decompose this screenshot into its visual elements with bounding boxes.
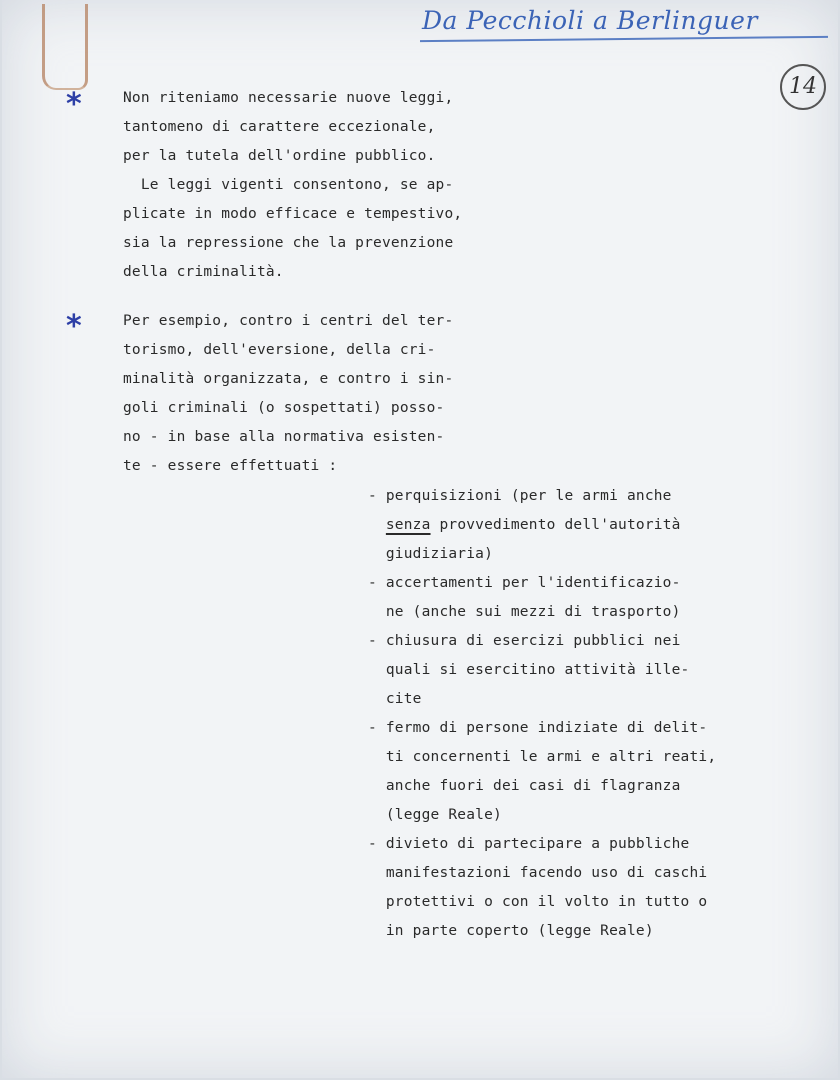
text-line: Per esempio, contro i centri del ter-: [123, 313, 454, 329]
text-line: Non riteniamo necessarie nuove leggi,: [123, 90, 454, 106]
text-line: della criminalità.: [123, 264, 284, 280]
paragraph-ordine-pubblico: [123, 84, 462, 287]
text-line: per la tutela dell'ordine pubblico.: [123, 148, 436, 164]
list-item-line: ne (anche sui mezzi di trasporto): [368, 604, 681, 620]
list-item-line: - perquisizioni (per le armi anche: [368, 488, 672, 504]
text-fragment: provvedimento dell'autorità: [430, 517, 681, 533]
handwritten-title: Da Pecchioli a Berlinguer: [422, 6, 758, 35]
list-item-line: quali si esercitino attività ille-: [368, 662, 690, 678]
list-item-line: (legge Reale): [368, 807, 502, 823]
list-item-line: - fermo di persone indiziate di delit-: [368, 720, 708, 736]
list-item-line: in parte coperto (legge Reale): [368, 923, 654, 939]
list-item-line: manifestazioni facendo uso di caschi: [368, 865, 708, 881]
underlined-word: senza: [385, 517, 431, 533]
text-line: te - essere effettuati :: [123, 458, 338, 474]
text-line: no - in base alla normativa esisten-: [123, 429, 445, 445]
text-line: torismo, dell'eversione, della cri-: [123, 342, 436, 358]
list-item-line: protettivi o con il volto in tutto o: [368, 894, 708, 910]
handwritten-underline: [420, 36, 828, 42]
text-line: tantomeno di carattere eccezionale,: [123, 119, 436, 135]
text-line: goli criminali (o sospettati) posso-: [123, 400, 445, 416]
text-line: Le leggi vigenti consentono, se ap-: [123, 177, 454, 193]
asterisk-mark-2: *: [66, 309, 82, 344]
measures-list: [368, 482, 716, 946]
list-item-line: - accertamenti per l'identificazio-: [368, 575, 681, 591]
asterisk-mark-1: *: [66, 87, 82, 122]
text-line: minalità organizzata, e contro i sin-: [123, 371, 454, 387]
document-page: [2, 0, 838, 1078]
list-item-line: - chiusura di esercizi pubblici nei: [368, 633, 681, 649]
circled-page-number: 14: [780, 64, 826, 110]
list-item-line: cite: [368, 691, 422, 707]
list-item-line: ti concernenti le armi e altri reati,: [368, 749, 717, 765]
list-item-line: anche fuori dei casi di flagranza: [368, 778, 681, 794]
list-item-line: giudiziaria): [368, 546, 494, 562]
list-item-line: - divieto di partecipare a pubbliche: [368, 836, 690, 852]
text-line: plicate in modo efficace e tempestivo,: [123, 206, 463, 222]
staple-mark: [42, 4, 88, 90]
list-item-line: [368, 511, 716, 540]
paragraph-esempio: [123, 307, 453, 481]
text-line: sia la repressione che la prevenzione: [123, 235, 454, 251]
